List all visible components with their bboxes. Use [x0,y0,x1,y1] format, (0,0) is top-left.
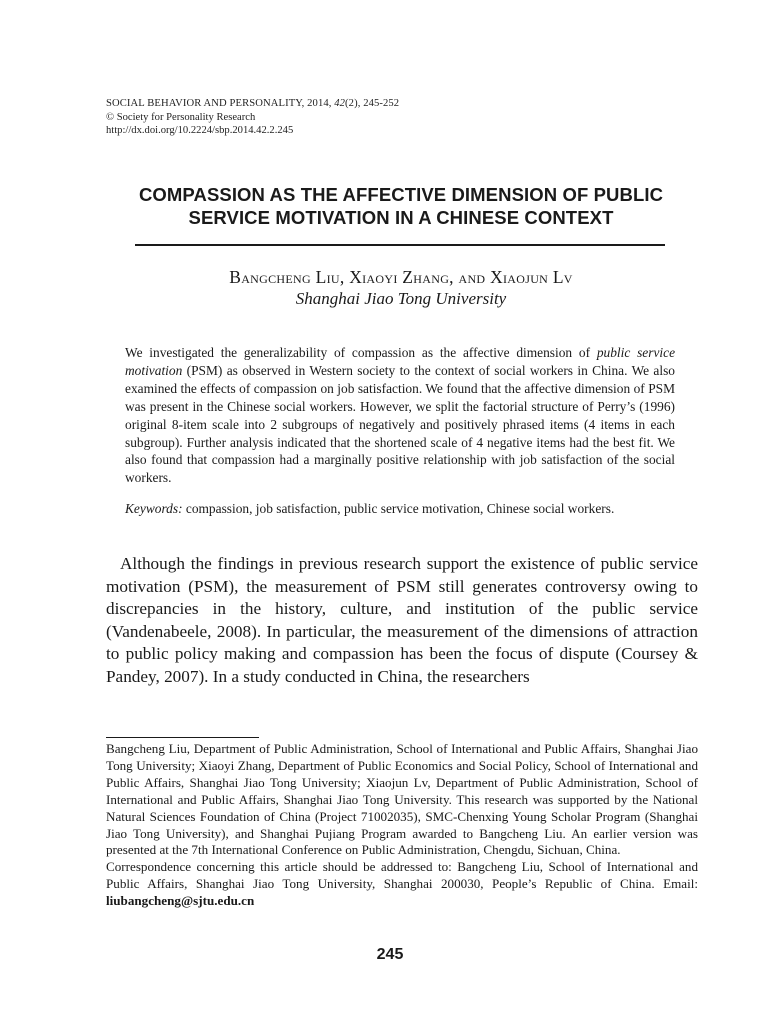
journal-volume: 42 [334,98,346,109]
title-line-2: SERVICE MOTIVATION IN A CHINESE CONTEXT [188,207,614,228]
correspondence-email[interactable]: liubangcheng@sjtu.edu.cn [106,893,255,909]
paper-title [106,183,696,229]
keywords [125,500,685,518]
page-number: 245 [376,946,404,963]
journal-header [106,97,666,138]
keywords-text: compassion, job satisfaction, public service motivation, Chinese social workers. [182,501,615,516]
title-divider [135,244,665,246]
copyright-line: © Society for Personality Research [106,111,256,123]
footnote-divider [106,737,259,738]
keywords-label: Keywords: [125,501,183,516]
author-list: Bangcheng Liu, Xiaoyi Zhang, and Xiaojun Lv [229,267,573,287]
footnote-correspondence: Correspondence concerning this article should be addressed to: Bangcheng Liu, School of International and Public Affairs, Shanghai Jiao Tong University, Shanghai 200030, People’s Republic of China. Email: liubangcheng@sjtu.edu.cn [106,859,698,909]
abstract: We investigated the generalizability of compassion as the affective dimension of public service motivation (PSM) as observed in Western society to the context of social workers in China. We also examined the effects of compassion on job satisfaction. We found that the affective dimension of PSM was present in the Chinese social workers. However, we split the factorial structure of Perry’s (1996) original 8-item scale into 2 subgroups of negatively and positively phrased items (4 items in each subgroup). Further analysis indicated that the shortened scale of 4 negative items had the best fit. We also found that compassion had a marginally positive relationship with job satisfaction of the social workers. [125,345,676,486]
title-line-1: COMPASSION AS THE AFFECTIVE DIMENSION OF PUBLIC [138,184,664,205]
doi-link[interactable]: http://dx.doi.org/10.2224/sbp.2014.42.2.245 [106,125,294,136]
author-affiliation: Shanghai Jiao Tong University [295,289,507,308]
journal-citation: SOCIAL BEHAVIOR AND PERSONALITY, 2014, 42(2), 245-252 [106,98,400,109]
abstract-italic-term: public service motivation [125,345,676,378]
body-paragraph: Although the findings in previous research support the existence of public service motivation (PSM), the measurement of PSM still generates controversy owing to discrepancies in the history, culture, and institution of the public service (Vandenabeele, 2008). In particular, the measurement of the dimensions of attraction to public policy making and compassion has been the focus of dispute (Coursey & Pandey, 2007). In a study conducted in China, the researchers [106,554,698,686]
footnote-affiliations: Bangcheng Liu, Department of Public Administration, School of International and Public Affairs, Shanghai Jiao Tong University; Xiaoyi Zhang, Department of Public Economics and Social Policy, School of International and Public Affairs, Shanghai Jiao Tong University; Xiaojun Lv, Department of Public Administration, School of International and Public Affairs, Shanghai Jiao Tong University. This research was supported by the National Natural Sciences Foundation of China (Project 71002035), SMC-Chenxing Young Scholar Program (Shanghai Jiao Tong University), and Shanghai Pujiang Program awarded to Bangcheng Liu. An earlier version was presented at the 7th International Conference on Public Administration, Chengdu, Sichuan, China. [106,741,698,858]
footnote [106,741,698,910]
